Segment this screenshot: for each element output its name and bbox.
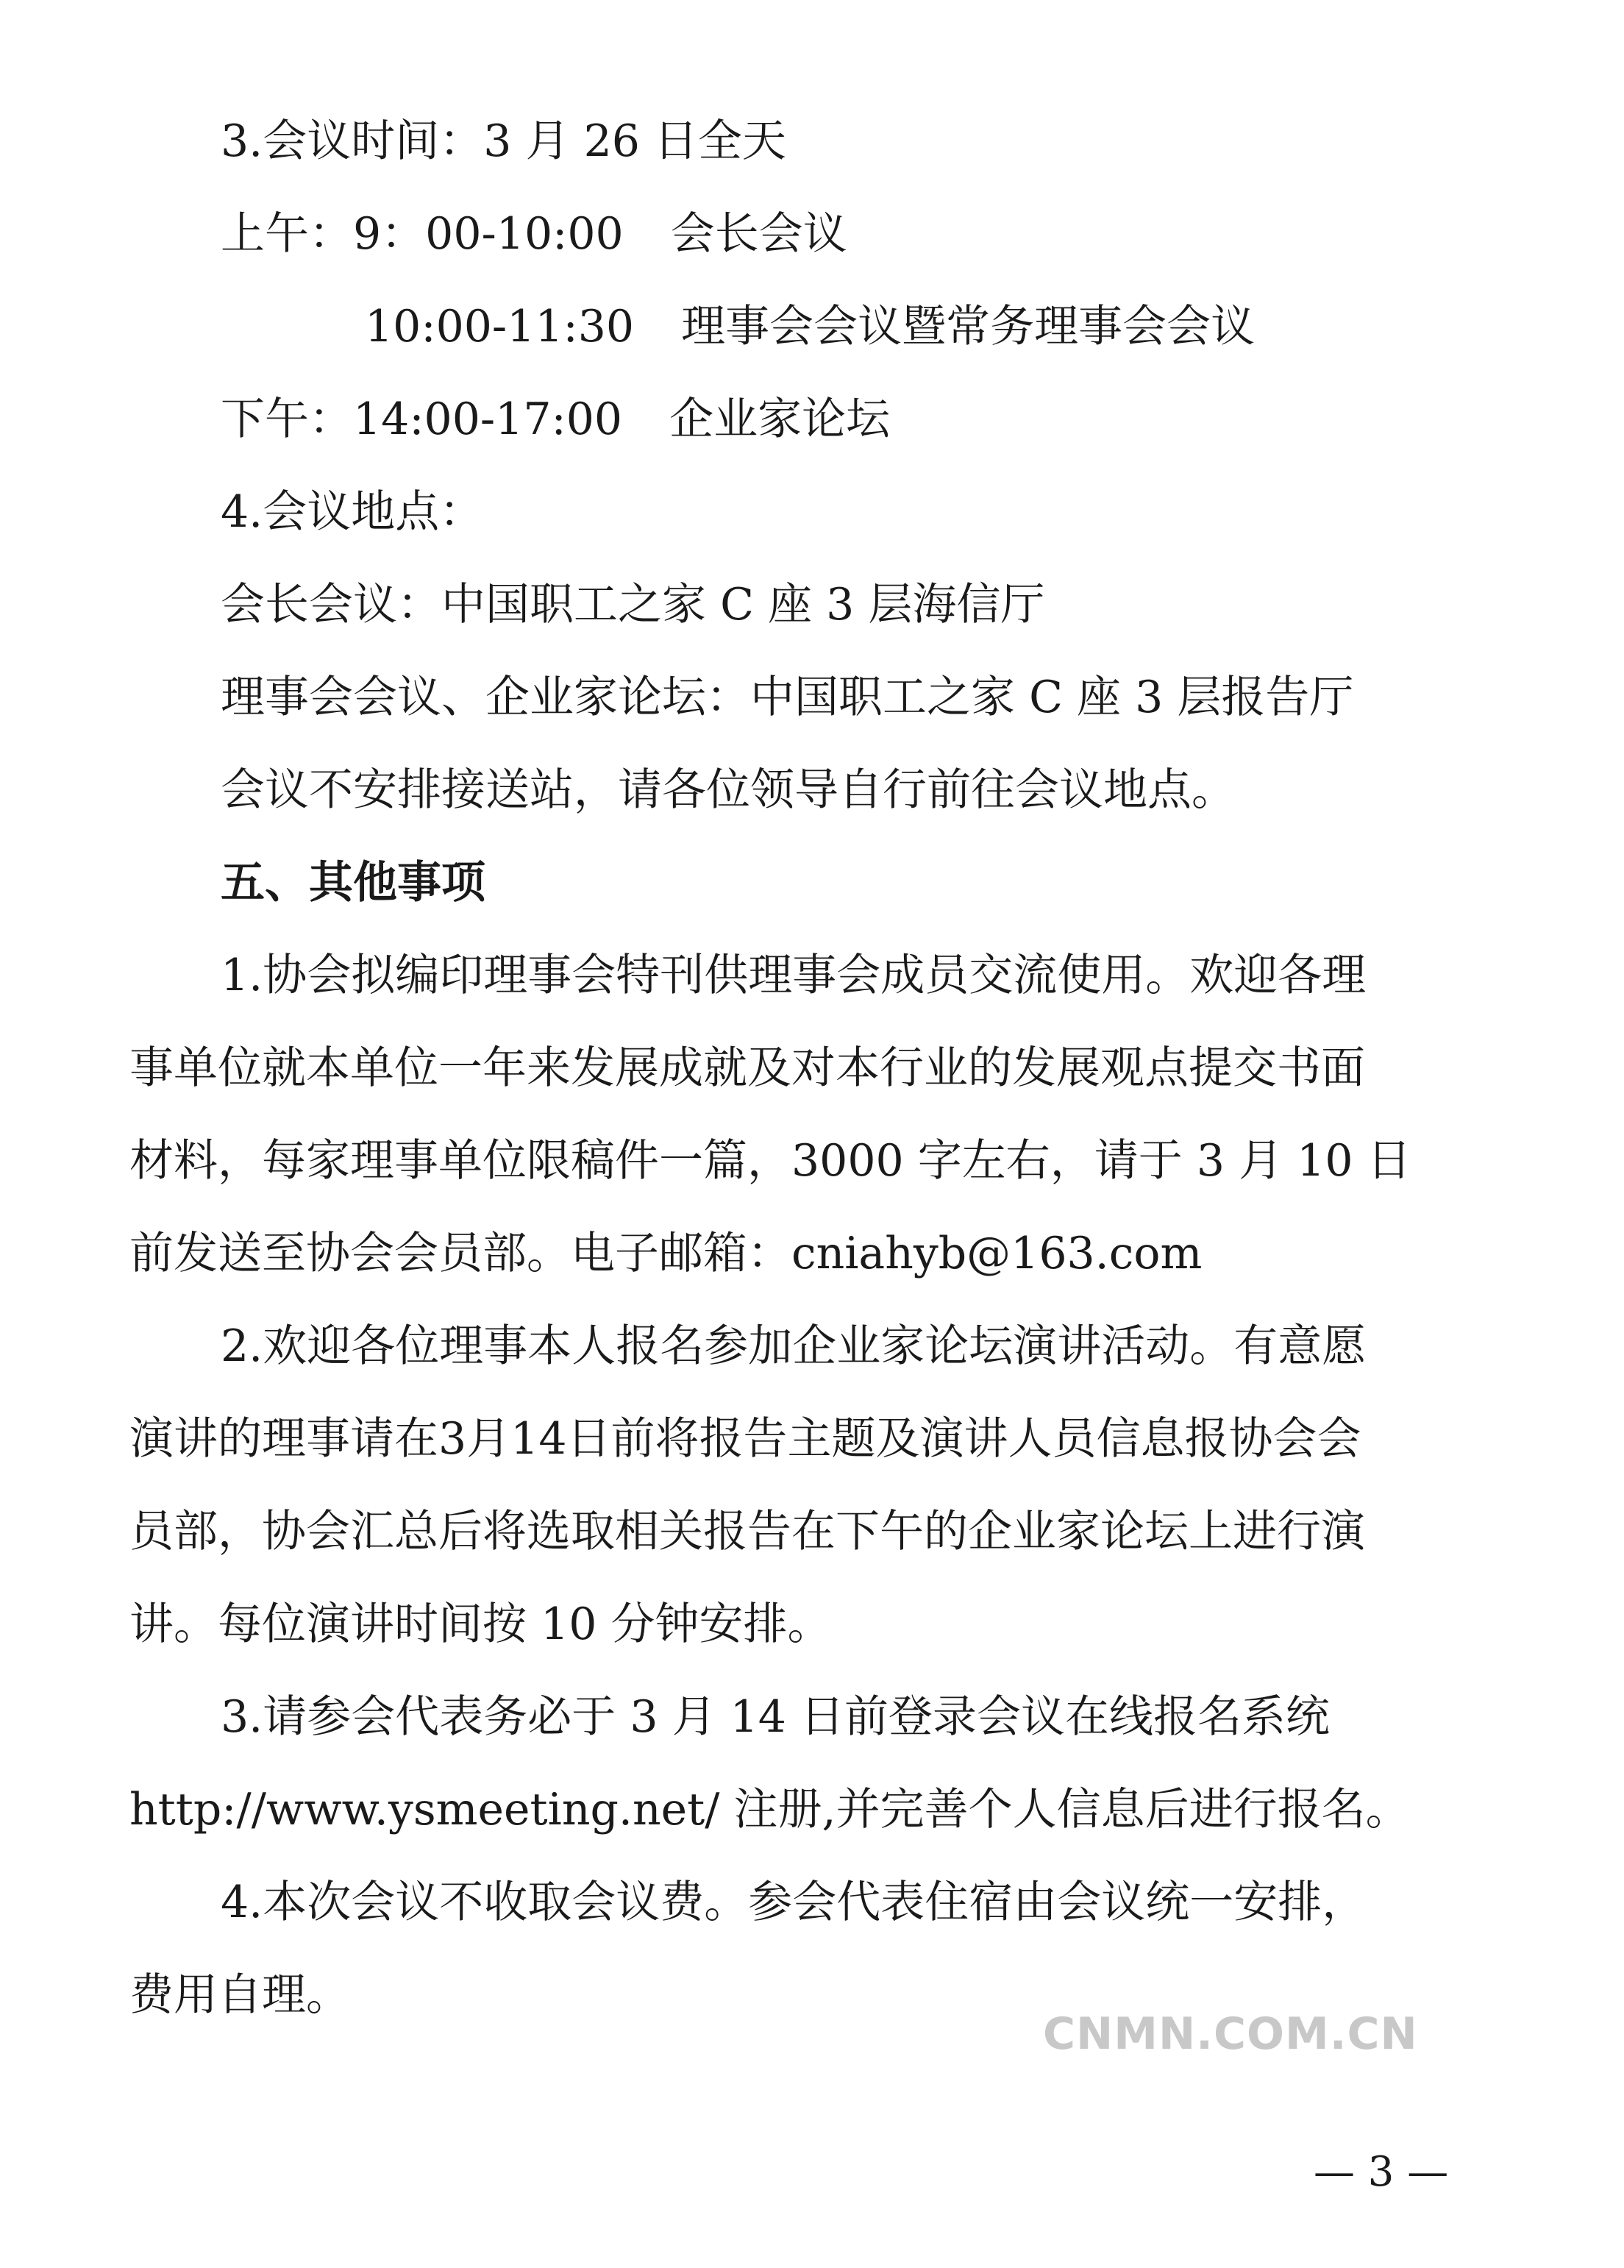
meeting-location-heading: 4.会议地点： bbox=[221, 486, 484, 538]
schedule-morning-2-event: 理事会会议暨常务理事会会议 bbox=[681, 301, 1256, 352]
item1-line4-email: 前发送至协会会员部。电子邮箱：cniahyb@163.com bbox=[129, 1228, 1203, 1279]
item2-line4: 讲。每位演讲时间按 10 分钟安排。 bbox=[129, 1599, 832, 1650]
item4-line2: 费用自理。 bbox=[129, 1969, 350, 2021]
schedule-morning-time: 上午：9：00-10:00 bbox=[221, 208, 624, 260]
section-heading-other-matters: 五、其他事项 bbox=[221, 857, 485, 909]
item1-line1: 1.协会拟编印理事会特刊供理事会成员交流使用。欢迎各理 bbox=[221, 950, 1367, 1001]
item1-line3: 材料，每家理事单位限稿件一篇，3000 字左右，请于 3 月 10 日 bbox=[129, 1135, 1411, 1187]
item2-line1: 2.欢迎各位理事本人报名参加企业家论坛演讲活动。有意愿 bbox=[221, 1320, 1367, 1372]
schedule-morning-event: 会长会议 bbox=[670, 208, 847, 260]
transport-notice: 会议不安排接送站，请各位领导自行前往会议地点。 bbox=[221, 764, 1236, 816]
schedule-morning-2-time: 10:00-11:30 bbox=[365, 301, 635, 352]
schedule-afternoon bbox=[221, 394, 891, 445]
page-number: — 3 — bbox=[1314, 2148, 1449, 2196]
item3-line2-url: http://www.ysmeeting.net/ 注册,并完善个人信息后进行报名。 bbox=[129, 1784, 1410, 1835]
item3-line1: 3.请参会代表务必于 3 月 14 日前登录会议在线报名系统 bbox=[221, 1691, 1331, 1743]
location-council-meeting: 理事会会议、企业家论坛：中国职工之家 C 座 3 层报告厅 bbox=[221, 672, 1354, 723]
schedule-morning bbox=[221, 208, 847, 260]
item2-line2: 演讲的理事请在3月14日前将报告主题及演讲人员信息报协会会 bbox=[129, 1413, 1361, 1465]
schedule-afternoon-event: 企业家论坛 bbox=[669, 394, 891, 445]
item2-line3: 员部，协会汇总后将选取相关报告在下午的企业家论坛上进行演 bbox=[129, 1506, 1365, 1557]
site-watermark: CNMN.COM.CN bbox=[1043, 2008, 1418, 2060]
schedule-morning-2 bbox=[365, 301, 1256, 352]
meeting-time-line: 3.会议时间：3 月 26 日全天 bbox=[221, 115, 786, 167]
item4-line1: 4.本次会议不收取会议费。参会代表住宿由会议统一安排， bbox=[221, 1877, 1367, 1928]
schedule-afternoon-time: 下午：14:00-17:00 bbox=[221, 394, 623, 445]
item1-line2: 事单位就本单位一年来发展成就及对本行业的发展观点提交书面 bbox=[129, 1042, 1365, 1094]
location-president-meeting: 会长会议：中国职工之家 C 座 3 层海信厅 bbox=[221, 579, 1045, 630]
